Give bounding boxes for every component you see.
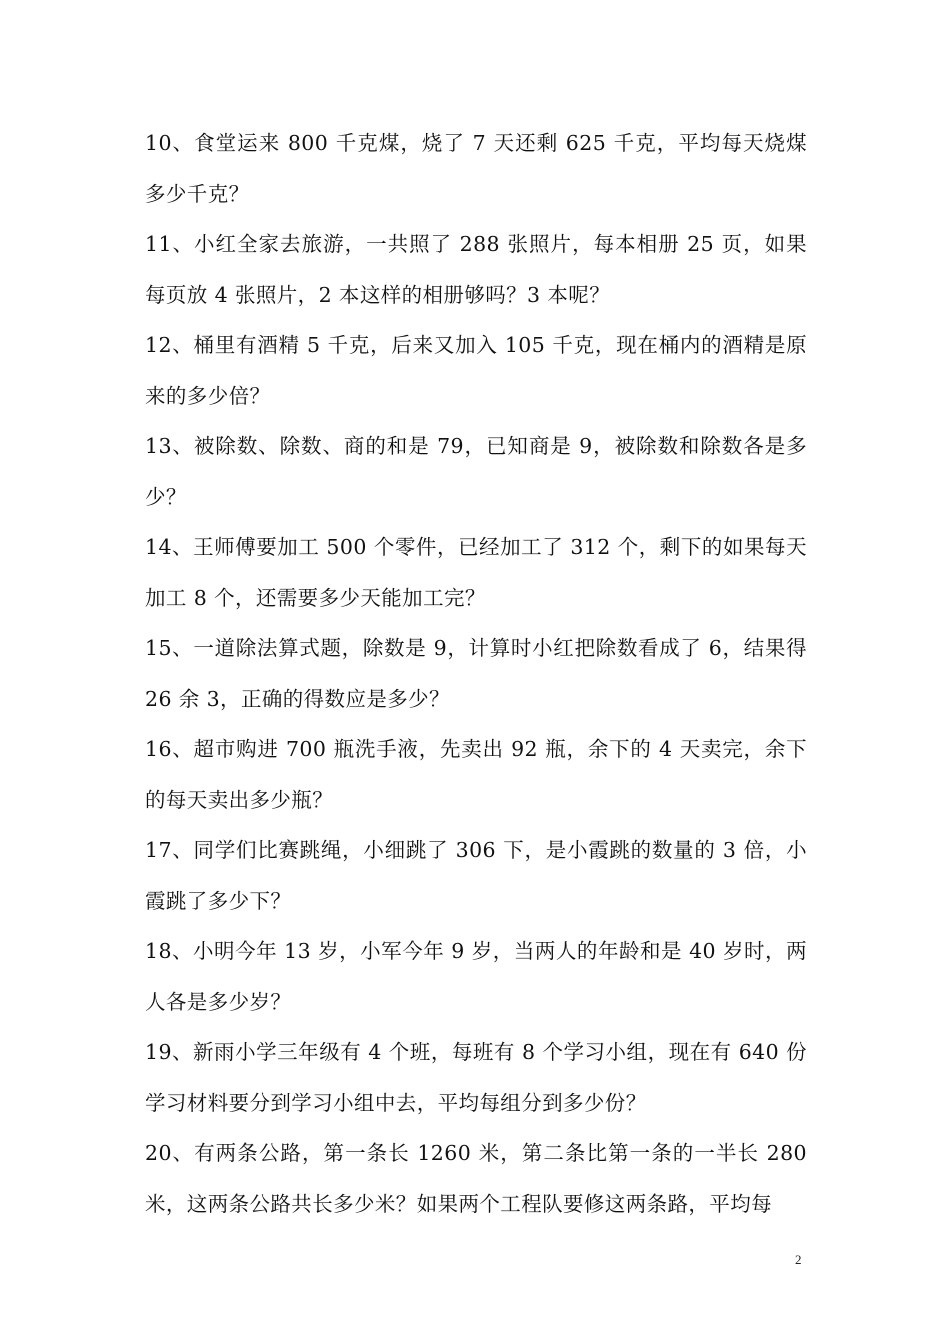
problem-17: 17、同学们比赛跳绳，小细跳了 306 下，是小霞跳的数量的 3 倍，小霞跳了多少下？ xyxy=(145,838,807,913)
problem-14: 14、王师傅要加工 500 个零件，已经加工了 312 个，剩下的如果每天加工 8 个，还需要多少天能加工完？ xyxy=(145,535,807,610)
problem-13: 13、被除数、除数、商的和是 79，已知商是 9，被除数和除数各是多少？ xyxy=(145,434,807,509)
problem-11: 11、小红全家去旅游，一共照了 288 张照片，每本相册 25 页，如果每页放 4 张照片，2 本这样的相册够吗？3 本呢？ xyxy=(145,232,807,307)
problem-12: 12、桶里有酒精 5 千克，后来又加入 105 千克，现在桶内的酒精是原来的多少倍？ xyxy=(145,333,807,408)
problem-15: 15、一道除法算式题，除数是 9，计算时小红把除数看成了 6，结果得 26 余 3，正确的得数应是多少？ xyxy=(145,636,807,711)
problem-list xyxy=(145,118,807,1229)
problem-20: 20、有两条公路，第一条长 1260 米，第二条比第一条的一半长 280 米，这两条公路共长多少米？如果两个工程队要修这两条路，平均每 xyxy=(145,1141,807,1216)
problem-16: 16、超市购进 700 瓶洗手液，先卖出 92 瓶，余下的 4 天卖完，余下的每天卖出多少瓶？ xyxy=(145,737,807,812)
problem-10: 10、食堂运来 800 千克煤，烧了 7 天还剩 625 千克，平均每天烧煤多少千克？ xyxy=(145,131,807,206)
problem-18: 18、小明今年 13 岁，小军今年 9 岁，当两人的年龄和是 40 岁时，两人各是多少岁？ xyxy=(145,939,807,1014)
problem-19: 19、新雨小学三年级有 4 个班，每班有 8 个学习小组，现在有 640 份学习材料要分到学习小组中去，平均每组分到多少份？ xyxy=(145,1040,807,1115)
page-number: 2 xyxy=(795,1252,802,1267)
